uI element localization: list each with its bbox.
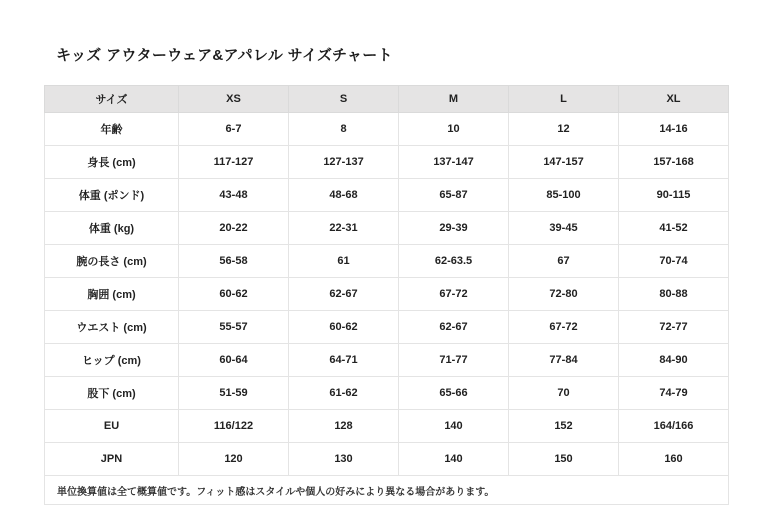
cell: 29-39 <box>399 212 509 245</box>
table-row-hips <box>45 344 729 377</box>
cell: 128 <box>289 410 399 443</box>
cell: 72-77 <box>619 311 729 344</box>
cell: 70 <box>509 377 619 410</box>
cell: 39-45 <box>509 212 619 245</box>
column-header-l: L <box>509 86 619 113</box>
column-header-xs: XS <box>179 86 289 113</box>
cell: 55-57 <box>179 311 289 344</box>
cell: 85-100 <box>509 179 619 212</box>
table-row-chest <box>45 278 729 311</box>
cell: 62-63.5 <box>399 245 509 278</box>
cell: 61-62 <box>289 377 399 410</box>
cell: 6-7 <box>179 113 289 146</box>
cell: 90-115 <box>619 179 729 212</box>
cell: 60-62 <box>179 278 289 311</box>
row-label: EU <box>45 410 179 443</box>
row-label: 胸囲 (cm) <box>45 278 179 311</box>
column-header-s: S <box>289 86 399 113</box>
cell: 41-52 <box>619 212 729 245</box>
cell: 130 <box>289 443 399 476</box>
page-title: キッズ アウターウェア&アパレル サイズチャート <box>56 47 393 65</box>
row-label: 股下 (cm) <box>45 377 179 410</box>
cell: 140 <box>399 443 509 476</box>
size-chart-table <box>44 85 729 505</box>
row-label: ヒップ (cm) <box>45 344 179 377</box>
cell: 10 <box>399 113 509 146</box>
cell: 51-59 <box>179 377 289 410</box>
table-row-inseam <box>45 377 729 410</box>
table-row-jpn <box>45 443 729 476</box>
cell: 72-80 <box>509 278 619 311</box>
row-label: 体重 (kg) <box>45 212 179 245</box>
cell: 67-72 <box>399 278 509 311</box>
table-row-waist <box>45 311 729 344</box>
cell: 140 <box>399 410 509 443</box>
column-header-m: M <box>399 86 509 113</box>
table-row-weight-lbs <box>45 179 729 212</box>
cell: 61 <box>289 245 399 278</box>
cell: 60-64 <box>179 344 289 377</box>
cell: 62-67 <box>289 278 399 311</box>
cell: 117-127 <box>179 146 289 179</box>
cell: 127-137 <box>289 146 399 179</box>
cell: 80-88 <box>619 278 729 311</box>
cell: 137-147 <box>399 146 509 179</box>
table-row-age <box>45 113 729 146</box>
cell: 77-84 <box>509 344 619 377</box>
row-label: 腕の長さ (cm) <box>45 245 179 278</box>
cell: 65-87 <box>399 179 509 212</box>
cell: 67-72 <box>509 311 619 344</box>
cell: 160 <box>619 443 729 476</box>
row-label: JPN <box>45 443 179 476</box>
cell: 84-90 <box>619 344 729 377</box>
cell: 67 <box>509 245 619 278</box>
table-row-arm-length <box>45 245 729 278</box>
cell: 71-77 <box>399 344 509 377</box>
cell: 64-71 <box>289 344 399 377</box>
cell: 22-31 <box>289 212 399 245</box>
cell: 120 <box>179 443 289 476</box>
cell: 150 <box>509 443 619 476</box>
cell: 164/166 <box>619 410 729 443</box>
cell: 70-74 <box>619 245 729 278</box>
cell: 14-16 <box>619 113 729 146</box>
footnote-text: 単位換算値は全て概算値です。フィット感はスタイルや個人の好みにより異なる場合があります。 <box>45 476 729 505</box>
row-label: ウエスト (cm) <box>45 311 179 344</box>
cell: 62-67 <box>399 311 509 344</box>
column-header-xl: XL <box>619 86 729 113</box>
footnote-row <box>45 476 729 505</box>
cell: 43-48 <box>179 179 289 212</box>
row-label: 身長 (cm) <box>45 146 179 179</box>
cell: 74-79 <box>619 377 729 410</box>
row-label: 年齢 <box>45 113 179 146</box>
row-label: 体重 (ポンド) <box>45 179 179 212</box>
cell: 48-68 <box>289 179 399 212</box>
column-header-size: サイズ <box>45 86 179 113</box>
cell: 8 <box>289 113 399 146</box>
table-row-eu <box>45 410 729 443</box>
cell: 56-58 <box>179 245 289 278</box>
cell: 12 <box>509 113 619 146</box>
cell: 20-22 <box>179 212 289 245</box>
cell: 116/122 <box>179 410 289 443</box>
header-row <box>45 86 729 113</box>
cell: 65-66 <box>399 377 509 410</box>
table-row-height <box>45 146 729 179</box>
cell: 157-168 <box>619 146 729 179</box>
table-row-weight-kg <box>45 212 729 245</box>
cell: 60-62 <box>289 311 399 344</box>
cell: 152 <box>509 410 619 443</box>
cell: 147-157 <box>509 146 619 179</box>
